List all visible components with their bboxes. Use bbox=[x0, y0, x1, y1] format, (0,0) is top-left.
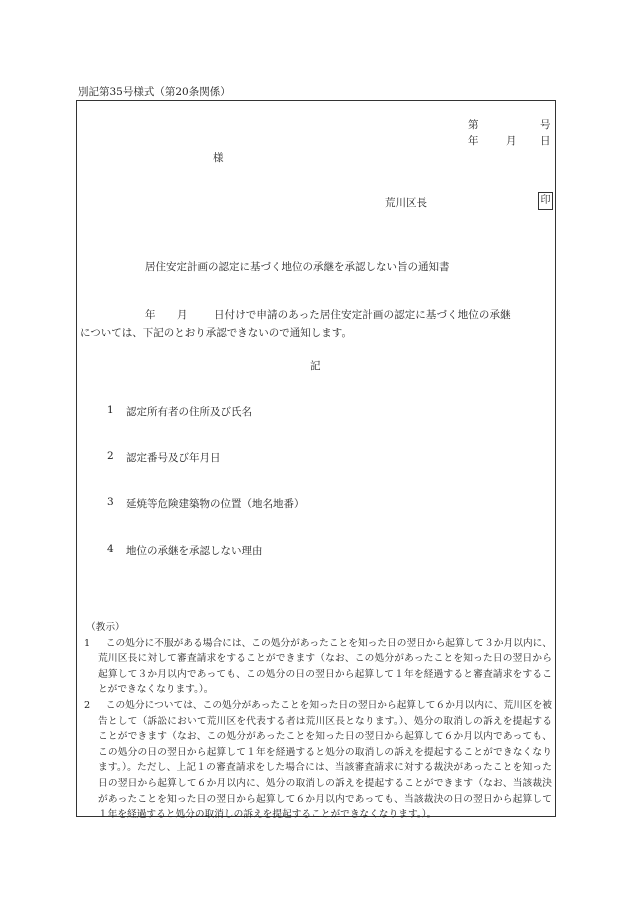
instructions-heading: （教示） bbox=[86, 622, 125, 633]
item-number-3: 3 bbox=[107, 496, 114, 508]
item-label-3: 延焼等危険建築物の位置（地名地番） bbox=[126, 498, 305, 510]
instruction-number-1: 1 bbox=[84, 637, 91, 649]
form-number-label: 別記第35号様式（第20条関係） bbox=[78, 86, 231, 98]
number-prefix: 第 bbox=[468, 119, 479, 131]
body-line-1: 日付けで申請のあった居住安定計画の認定に基づく地位の承継 bbox=[214, 309, 511, 321]
instruction-number-2: 2 bbox=[84, 699, 91, 711]
document-title: 居住安定計画の認定に基づく地位の承継を承認しない旨の通知書 bbox=[145, 261, 450, 273]
item-label-2: 認定番号及び年月日 bbox=[126, 452, 221, 464]
date-year: 年 bbox=[468, 135, 479, 147]
addressee-suffix: 様 bbox=[213, 152, 224, 164]
seal-mark: 印 bbox=[538, 192, 553, 210]
date-month: 月 bbox=[506, 135, 517, 147]
instructions-block bbox=[84, 620, 552, 823]
item-number-1: 1 bbox=[107, 404, 114, 416]
number-suffix: 号 bbox=[540, 119, 551, 131]
body-year: 年 bbox=[145, 309, 156, 321]
item-label-1: 認定所有者の住所及び氏名 bbox=[126, 406, 252, 418]
instruction-text-1: この処分に不服がある場合には、この処分があったことを知った日の翌日から起算して３か月以内に、荒川区長に対して審査請求をすることができます（なお、この処分があったことを知った日の翌日から起算して３か月以内であっても、この処分の日の翌日から起算して１年を経過すると審査請求をすることができなくなります。）。 bbox=[98, 637, 552, 696]
item-number-4: 4 bbox=[107, 543, 114, 555]
date-day: 日 bbox=[540, 135, 551, 147]
body-month: 月 bbox=[177, 309, 188, 321]
instruction-text-2: この処分については、この処分があったことを知った日の翌日から起算して６か月以内に、荒川区を被告として（訴訟において荒川区を代表する者は荒川区長となります。）、処分の取消しの訴えを提起することができます（なお、この処分があったことを知った日の翌日から起算して６か月以内であっても、この処分の日の翌日から起算して１年を経過すると処分の取消しの訴えを提起することができなくなります。）。ただし、上記１の審査請求をした場合には、当該審査請求に対する裁決があったことを知った日の翌日から起算して６か月以内に、処分の取消しの訴えを提起することができます（なお、当該裁決があったことを知った日の翌日から起算して６か月以内であっても、当該裁決の日の翌日から起算して１年を経過すると処分の取消しの訴えを提起することができなくなります。）。 bbox=[98, 699, 552, 821]
item-number-2: 2 bbox=[107, 450, 114, 462]
body-line-2: については、下記のとおり承認できないので通知します。 bbox=[80, 327, 352, 339]
issuer-name: 荒川区長 bbox=[385, 197, 427, 209]
item-label-4: 地位の承継を承認しない理由 bbox=[126, 545, 263, 557]
instruction-item-1 bbox=[84, 636, 552, 698]
instruction-item-2 bbox=[84, 698, 552, 823]
ki-heading: 記 bbox=[310, 360, 321, 372]
